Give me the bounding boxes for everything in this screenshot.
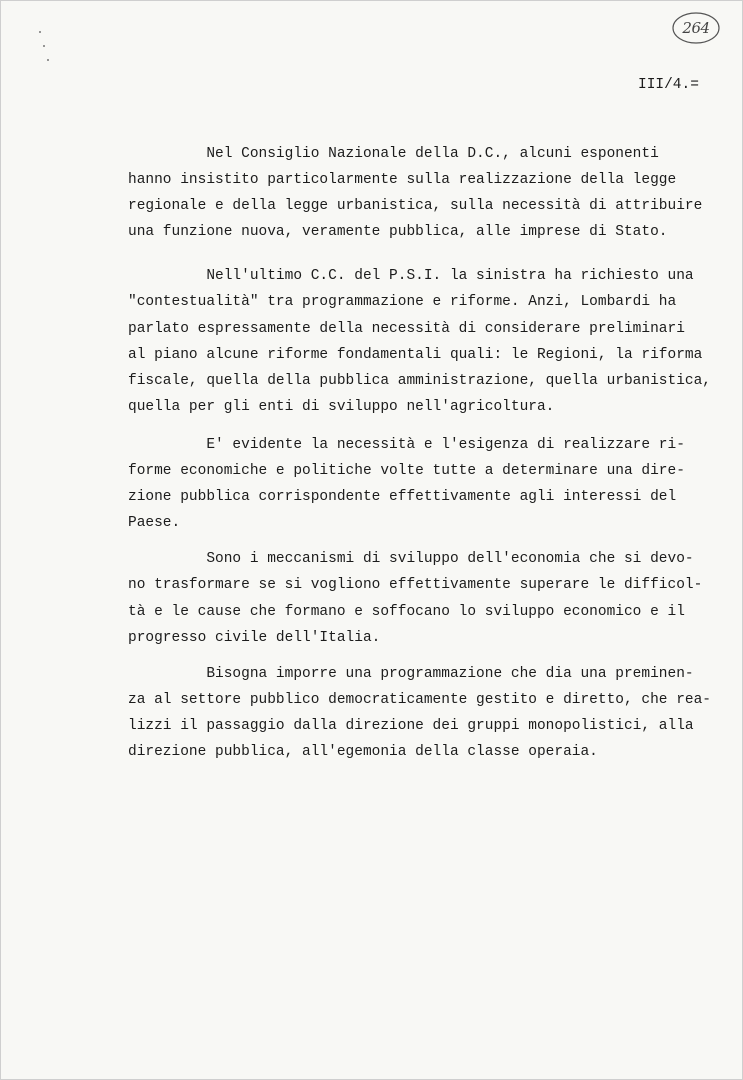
text-line: Nell'ultimo C.C. del P.S.I. la sinistra ha richiesto una	[128, 268, 694, 285]
text-line: Paese.	[128, 515, 181, 532]
text-line: hanno insistito particolarmente sulla realizzazione della legge	[128, 172, 677, 189]
paragraph-2	[128, 263, 718, 420]
paragraph-gap	[128, 651, 718, 661]
page-number-stamp	[671, 11, 721, 45]
text-line: za al settore pubblico democraticamente gestito e diretto, che rea-	[128, 691, 711, 708]
page-number-stamp-text: 264	[682, 19, 710, 37]
text-line: lizzi il passaggio dalla direzione dei gruppi monopolistici, alla	[128, 717, 694, 734]
paragraph-1	[128, 141, 718, 245]
text-line: al piano alcune riforme fondamentali quali: le Regioni, la riforma	[128, 346, 703, 363]
paragraph-gap	[128, 420, 718, 432]
text-line: tà e le cause che formano e soffocano lo sviluppo economico e il	[128, 603, 685, 620]
text-line: direzione pubblica, all'egemonia della classe operaia.	[128, 743, 598, 760]
paragraph-gap	[128, 245, 718, 263]
reference-code: III/4.=	[638, 77, 699, 93]
paragraph-3	[128, 432, 718, 536]
paragraph-gap	[128, 536, 718, 546]
text-line: regionale e della legge urbanistica, sulla necessità di attribuire	[128, 198, 703, 215]
text-line: forme economiche e politiche volte tutte a determinare una dire-	[128, 463, 685, 480]
text-line: Bisogna imporre una programmazione che dia una preminen-	[128, 665, 694, 682]
margin-specks	[37, 29, 51, 63]
paragraph-4	[128, 546, 718, 650]
text-line: no trasformare se si vogliono effettivamente superare le difficol-	[128, 577, 703, 594]
text-line: una funzione nuova, veramente pubblica, alle imprese di Stato.	[128, 224, 668, 241]
paragraph-5	[128, 661, 718, 765]
text-line: E' evidente la necessità e l'esigenza di realizzare ri-	[128, 436, 685, 453]
text-line: progresso civile dell'Italia.	[128, 629, 381, 646]
text-line: zione pubblica corrispondente effettivamente agli interessi del	[128, 489, 677, 506]
text-line: Nel Consiglio Nazionale della D.C., alcuni esponenti	[128, 146, 659, 162]
text-line: "contestualità" tra programmazione e riforme. Anzi, Lombardi ha	[128, 294, 677, 311]
text-line: parlato espressamente della necessità di considerare preliminari	[128, 320, 685, 337]
text-line: Sono i meccanismi di sviluppo dell'economia che si devo-	[128, 551, 694, 568]
text-line: quella per gli enti di sviluppo nell'agricoltura.	[128, 398, 555, 415]
text-line: fiscale, quella della pubblica amministrazione, quella urbanistica,	[128, 372, 711, 389]
document-body	[128, 141, 718, 765]
